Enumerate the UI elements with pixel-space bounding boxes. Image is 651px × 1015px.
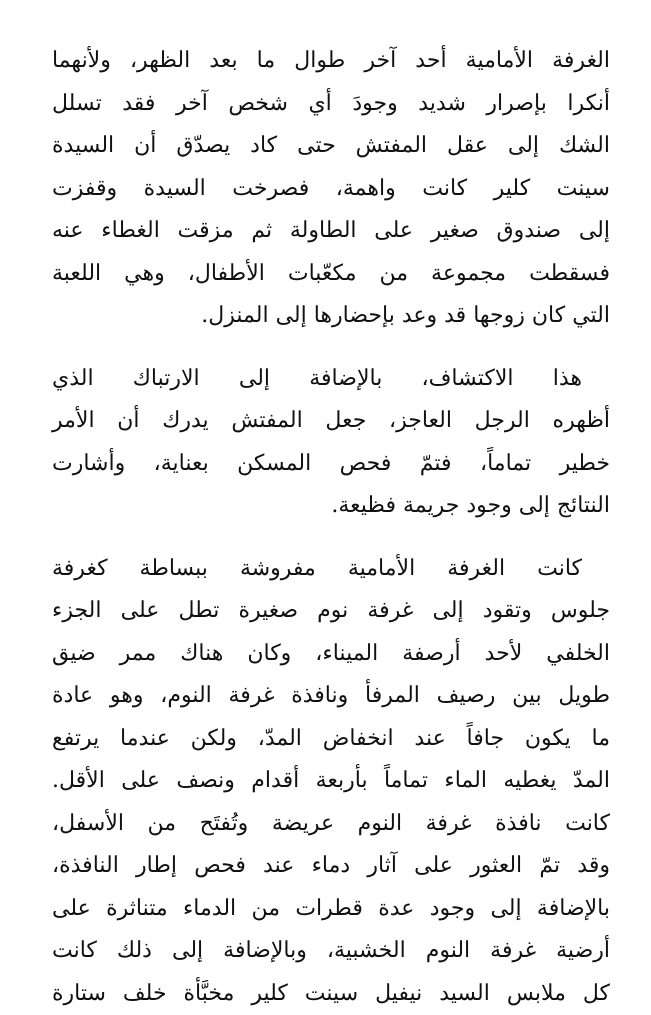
- paragraph-gap: [52, 338, 610, 358]
- text-line: الخلفي لأحد أرصفة الميناء، وكان هناك ممر ضيق: [52, 633, 610, 676]
- book-page: [52, 40, 610, 1015]
- paragraph-gap: [52, 528, 610, 548]
- text-line: أظهره الرجل العاجز، جعل المفتش يدرك أن الأمر: [52, 400, 610, 443]
- text-line: النتائج إلى وجود جريمة فظيعة.: [52, 485, 610, 528]
- paragraph-1: [52, 40, 610, 338]
- text-line: هذا الاكتشاف، بالإضافة إلى الارتباك الذي: [52, 358, 610, 401]
- text-line: بالإضافة إلى وجود عدة قطرات من الدماء متناثرة على: [52, 888, 610, 931]
- text-line: أنكرا بإصرار شديد وجودَ أي شخص آخر فقد تسلل: [52, 83, 610, 126]
- text-line: إلى صندوق صغير على الطاولة ثم مزقت الغطاء عنه: [52, 210, 610, 253]
- text-line: جلوس وتقود إلى غرفة نوم صغيرة تطل على الجزء: [52, 590, 610, 633]
- text-line: التي كان زوجها قد وعد بإحضارها إلى المنزل.: [52, 295, 610, 338]
- text-line: خطير تماماً، فتمّ فحص المسكن بعناية، وأشارت: [52, 443, 610, 486]
- paragraph-2: [52, 358, 610, 528]
- text-line: فسقطت مجموعة من مكعّبات الأطفال، وهي اللعبة: [52, 253, 610, 296]
- text-line: كل ملابس السيد نيفيل سينت كلير مخبَّأة خلف ستارة: [52, 973, 610, 1015]
- text-line: ما يكون جافاً عند انخفاض المدّ، ولكن عندما يرتفع: [52, 718, 610, 761]
- text-line: طويل بين رصيف المرفأ ونافذة غرفة النوم، وهو عادة: [52, 675, 610, 718]
- paragraph-3: [52, 548, 610, 1015]
- text-line: أرضية غرفة النوم الخشبية، وبالإضافة إلى ذلك كانت: [52, 930, 610, 973]
- text-line: كانت نافذة غرفة النوم عريضة وتُفتَح من الأسفل،: [52, 803, 610, 846]
- text-line: الشك إلى عقل المفتش حتى كاد يصدّق أن السيدة: [52, 125, 610, 168]
- text-line: وقد تمّ العثور على آثار دماء عند فحص إطار النافذة،: [52, 845, 610, 888]
- text-line: كانت الغرفة الأمامية مفروشة ببساطة كغرفة: [52, 548, 610, 591]
- text-line: سينت كلير كانت واهمة، فصرخت السيدة وقفزت: [52, 168, 610, 211]
- text-line: المدّ يغطيه الماء تماماً بأربعة أقدام ونصف على الأقل.: [52, 760, 610, 803]
- text-line: الغرفة الأمامية أحد آخر طوال ما بعد الظهر، ولأنهما: [52, 40, 610, 83]
